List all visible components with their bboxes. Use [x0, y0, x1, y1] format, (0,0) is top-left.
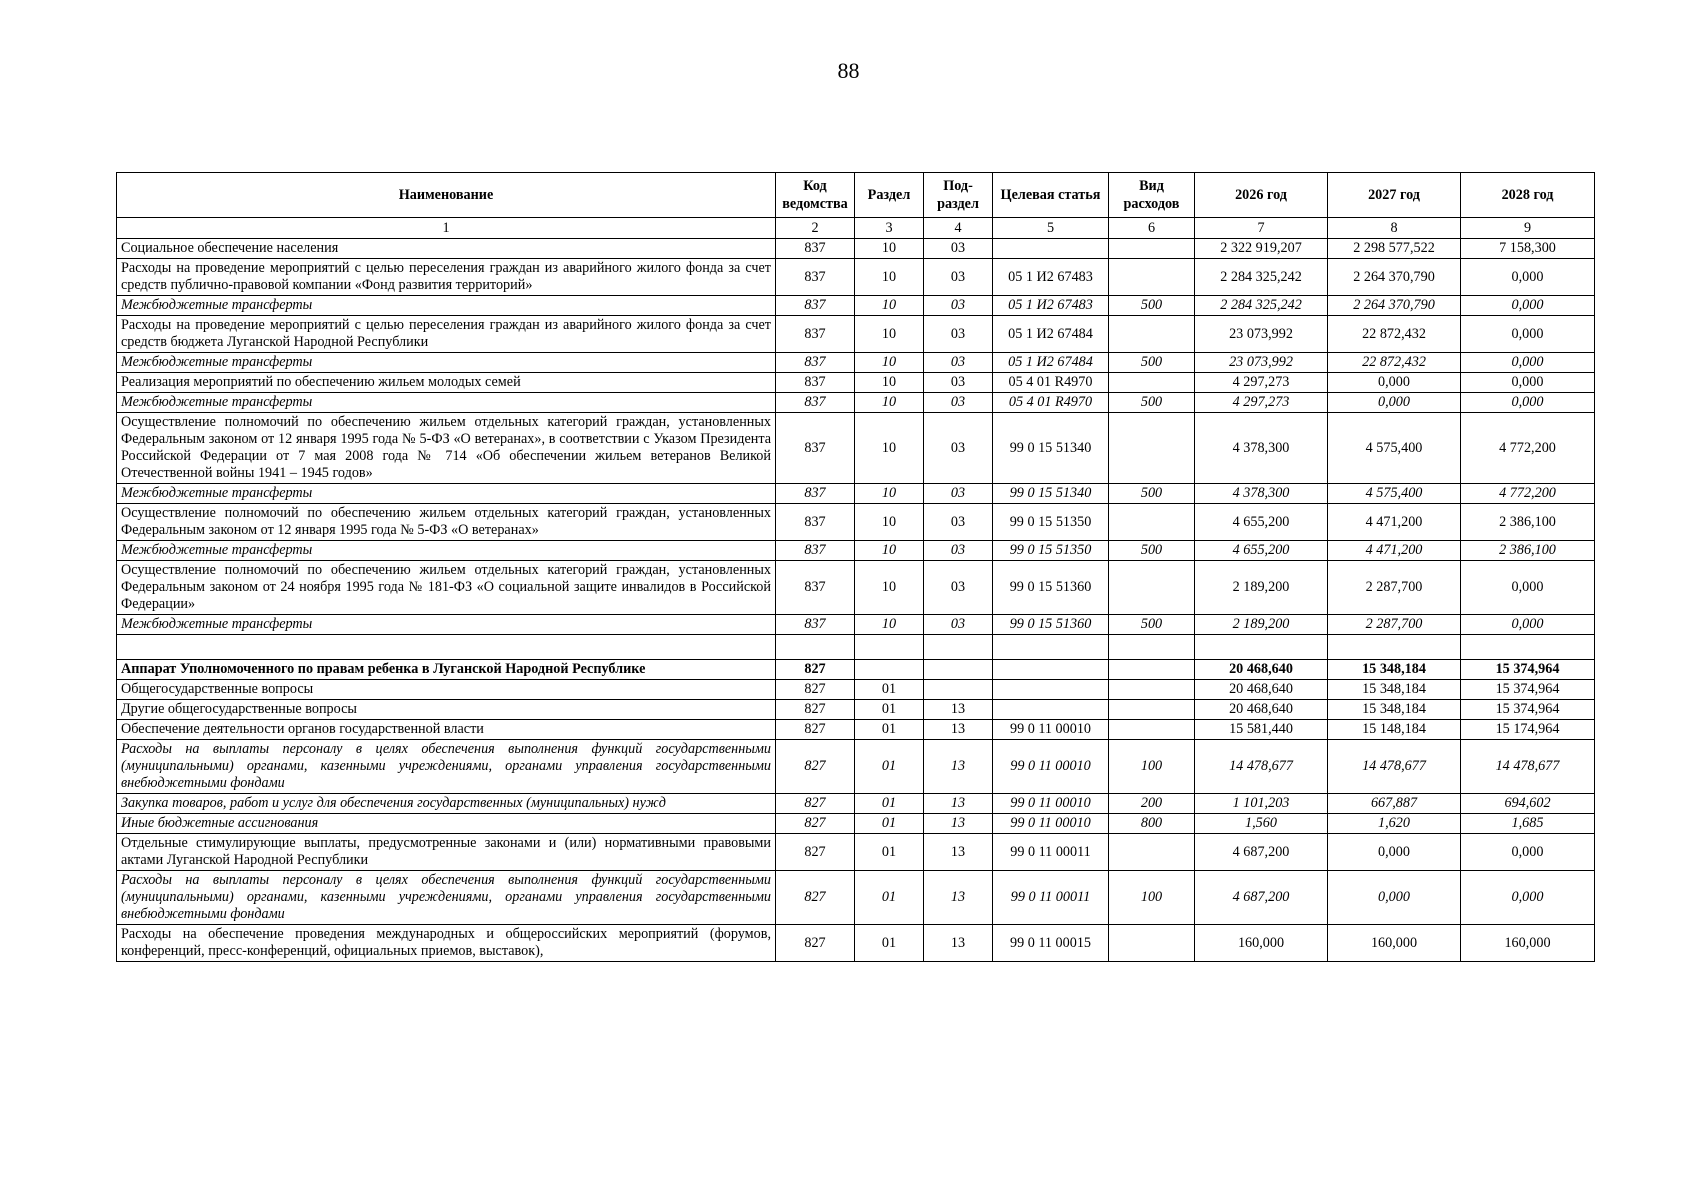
cell-expense-type: [1109, 635, 1195, 660]
cell-name: Отдельные стимулирующие выплаты, предусмотренные законами и (или) нормативными правовыми актами Луганской Народной Республики: [117, 834, 776, 871]
header-year-2028: 2028 год: [1461, 173, 1595, 218]
table-row: [117, 660, 1595, 680]
cell-name: Межбюджетные трансферты: [117, 484, 776, 504]
cell-subsection: 03: [924, 615, 993, 635]
table-row: [117, 834, 1595, 871]
cell-subsection: 13: [924, 814, 993, 834]
cell-target-article: 05 1 И2 67483: [993, 296, 1109, 316]
cell-name: Иные бюджетные ассигнования: [117, 814, 776, 834]
column-number: 3: [855, 218, 924, 239]
cell-subsection: 13: [924, 834, 993, 871]
cell-2026: 4 378,300: [1195, 484, 1328, 504]
cell-department-code: 837: [776, 615, 855, 635]
cell-target-article: 99 0 15 51360: [993, 561, 1109, 615]
cell-department-code: 837: [776, 259, 855, 296]
cell-section: 10: [855, 316, 924, 353]
cell-name: [117, 635, 776, 660]
header-department-code: Код ведомства: [776, 173, 855, 218]
cell-target-article: [993, 660, 1109, 680]
cell-name: Межбюджетные трансферты: [117, 296, 776, 316]
cell-subsection: 03: [924, 353, 993, 373]
table-row: [117, 740, 1595, 794]
cell-2027: 4 471,200: [1328, 541, 1461, 561]
cell-2028: 15 174,964: [1461, 720, 1595, 740]
cell-subsection: 13: [924, 794, 993, 814]
column-numbers-row: [117, 218, 1595, 239]
cell-section: 01: [855, 700, 924, 720]
cell-section: 10: [855, 413, 924, 484]
cell-2028: 4 772,200: [1461, 484, 1595, 504]
cell-expense-type: [1109, 259, 1195, 296]
cell-department-code: 837: [776, 353, 855, 373]
cell-2027: 22 872,432: [1328, 316, 1461, 353]
cell-expense-type: 500: [1109, 541, 1195, 561]
cell-2027: 2 287,700: [1328, 615, 1461, 635]
cell-2027: 2 264 370,790: [1328, 296, 1461, 316]
cell-subsection: 03: [924, 239, 993, 259]
cell-target-article: 99 0 15 51340: [993, 484, 1109, 504]
table-row: [117, 296, 1595, 316]
cell-2028: 0,000: [1461, 834, 1595, 871]
cell-name: Межбюджетные трансферты: [117, 353, 776, 373]
cell-subsection: 13: [924, 925, 993, 962]
cell-name: Обеспечение деятельности органов государственной власти: [117, 720, 776, 740]
table-row: [117, 353, 1595, 373]
cell-2028: 14 478,677: [1461, 740, 1595, 794]
cell-name: Осуществление полномочий по обеспечению жильем отдельных категорий граждан, установленных Федеральным законом от 24 ноября 1995 года № 181-ФЗ «О социальной защите инвалидов в Российской Федерации»: [117, 561, 776, 615]
cell-2026: 23 073,992: [1195, 353, 1328, 373]
cell-2027: 2 298 577,522: [1328, 239, 1461, 259]
table-row: [117, 259, 1595, 296]
cell-section: 01: [855, 925, 924, 962]
cell-2026: [1195, 635, 1328, 660]
cell-2027: 14 478,677: [1328, 740, 1461, 794]
cell-name: Расходы на проведение мероприятий с целью переселения граждан из аварийного жилого фонда за счет средств публично-правовой компании «Фонд развития территорий»: [117, 259, 776, 296]
cell-department-code: 837: [776, 393, 855, 413]
cell-section: 10: [855, 541, 924, 561]
cell-department-code: 837: [776, 484, 855, 504]
cell-2027: 0,000: [1328, 373, 1461, 393]
table-row: [117, 561, 1595, 615]
cell-2026: 2 284 325,242: [1195, 296, 1328, 316]
cell-2027: 15 348,184: [1328, 680, 1461, 700]
cell-department-code: [776, 635, 855, 660]
cell-2028: 0,000: [1461, 353, 1595, 373]
cell-subsection: [924, 635, 993, 660]
cell-target-article: 99 0 15 51360: [993, 615, 1109, 635]
cell-2027: 0,000: [1328, 834, 1461, 871]
table-row: [117, 541, 1595, 561]
table-row: [117, 871, 1595, 925]
budget-table: [116, 172, 1595, 962]
cell-2026: 4 687,200: [1195, 871, 1328, 925]
cell-name: Социальное обеспечение населения: [117, 239, 776, 259]
cell-2028: 160,000: [1461, 925, 1595, 962]
cell-subsection: 03: [924, 541, 993, 561]
cell-section: 10: [855, 259, 924, 296]
cell-department-code: 837: [776, 561, 855, 615]
cell-expense-type: 500: [1109, 615, 1195, 635]
cell-2027: 22 872,432: [1328, 353, 1461, 373]
cell-target-article: 99 0 11 00010: [993, 740, 1109, 794]
cell-section: 01: [855, 871, 924, 925]
cell-2027: 4 575,400: [1328, 484, 1461, 504]
cell-subsection: 03: [924, 413, 993, 484]
cell-2027: 15 148,184: [1328, 720, 1461, 740]
cell-expense-type: [1109, 680, 1195, 700]
cell-name: Расходы на проведение мероприятий с целью переселения граждан из аварийного жилого фонда за счет средств бюджета Луганской Народной Республики: [117, 316, 776, 353]
cell-department-code: 837: [776, 296, 855, 316]
table-row: [117, 680, 1595, 700]
cell-2026: 4 297,273: [1195, 393, 1328, 413]
cell-2028: 0,000: [1461, 316, 1595, 353]
cell-department-code: 827: [776, 680, 855, 700]
table-row: [117, 700, 1595, 720]
cell-2026: 20 468,640: [1195, 700, 1328, 720]
header-year-2027: 2027 год: [1328, 173, 1461, 218]
cell-department-code: 827: [776, 660, 855, 680]
cell-2027: 2 287,700: [1328, 561, 1461, 615]
cell-department-code: 827: [776, 700, 855, 720]
cell-department-code: 837: [776, 541, 855, 561]
cell-name: Реализация мероприятий по обеспечению жильем молодых семей: [117, 373, 776, 393]
table-row: [117, 794, 1595, 814]
cell-name: Другие общегосударственные вопросы: [117, 700, 776, 720]
cell-name: Общегосударственные вопросы: [117, 680, 776, 700]
cell-2028: 15 374,964: [1461, 700, 1595, 720]
cell-subsection: 03: [924, 504, 993, 541]
cell-subsection: 13: [924, 700, 993, 720]
cell-2026: 1 101,203: [1195, 794, 1328, 814]
cell-name: Межбюджетные трансферты: [117, 615, 776, 635]
cell-department-code: 827: [776, 871, 855, 925]
table-header-row: [117, 173, 1595, 218]
cell-subsection: 13: [924, 720, 993, 740]
cell-2026: 23 073,992: [1195, 316, 1328, 353]
cell-expense-type: [1109, 925, 1195, 962]
cell-subsection: [924, 680, 993, 700]
cell-subsection: 13: [924, 871, 993, 925]
cell-expense-type: [1109, 413, 1195, 484]
cell-section: 01: [855, 720, 924, 740]
cell-2027: 0,000: [1328, 393, 1461, 413]
column-number: 5: [993, 218, 1109, 239]
cell-name: Межбюджетные трансферты: [117, 393, 776, 413]
table-row: [117, 484, 1595, 504]
cell-expense-type: 500: [1109, 484, 1195, 504]
cell-2028: 2 386,100: [1461, 541, 1595, 561]
cell-2026: 4 655,200: [1195, 504, 1328, 541]
cell-2028: 7 158,300: [1461, 239, 1595, 259]
cell-expense-type: [1109, 700, 1195, 720]
cell-2026: 2 284 325,242: [1195, 259, 1328, 296]
cell-expense-type: [1109, 316, 1195, 353]
cell-section: [855, 660, 924, 680]
header-subsection: Под-раздел: [924, 173, 993, 218]
column-number: 6: [1109, 218, 1195, 239]
cell-department-code: 827: [776, 814, 855, 834]
cell-target-article: 05 1 И2 67483: [993, 259, 1109, 296]
cell-expense-type: [1109, 720, 1195, 740]
cell-target-article: 99 0 11 00010: [993, 794, 1109, 814]
cell-section: 01: [855, 740, 924, 794]
table-row: [117, 814, 1595, 834]
cell-target-article: 99 0 15 51350: [993, 504, 1109, 541]
cell-expense-type: 800: [1109, 814, 1195, 834]
column-number: 4: [924, 218, 993, 239]
cell-subsection: [924, 660, 993, 680]
table-row: [117, 413, 1595, 484]
cell-name: Осуществление полномочий по обеспечению жильем отдельных категорий граждан, установленных Федеральным законом от 12 января 1995 года № 5-ФЗ «О ветеранах»: [117, 504, 776, 541]
cell-section: 01: [855, 814, 924, 834]
cell-2028: [1461, 635, 1595, 660]
table-row: [117, 720, 1595, 740]
cell-2027: 160,000: [1328, 925, 1461, 962]
cell-2026: 14 478,677: [1195, 740, 1328, 794]
header-year-2026: 2026 год: [1195, 173, 1328, 218]
cell-2026: 15 581,440: [1195, 720, 1328, 740]
table-row: [117, 393, 1595, 413]
cell-target-article: 99 0 11 00010: [993, 720, 1109, 740]
cell-department-code: 837: [776, 316, 855, 353]
cell-name: Закупка товаров, работ и услуг для обеспечения государственных (муниципальных) нужд: [117, 794, 776, 814]
cell-target-article: 99 0 15 51340: [993, 413, 1109, 484]
cell-expense-type: [1109, 239, 1195, 259]
header-name: Наименование: [117, 173, 776, 218]
cell-department-code: 837: [776, 504, 855, 541]
cell-target-article: 99 0 11 00015: [993, 925, 1109, 962]
cell-2027: 15 348,184: [1328, 660, 1461, 680]
column-number: 9: [1461, 218, 1595, 239]
cell-department-code: 837: [776, 413, 855, 484]
cell-2028: 694,602: [1461, 794, 1595, 814]
cell-target-article: 05 1 И2 67484: [993, 353, 1109, 373]
cell-2027: 1,620: [1328, 814, 1461, 834]
cell-section: 10: [855, 373, 924, 393]
cell-subsection: 03: [924, 296, 993, 316]
cell-name: Осуществление полномочий по обеспечению жильем отдельных категорий граждан, установленных Федеральным законом от 12 января 1995 года № 5-ФЗ «О ветеранах», в соответствии с Указом Президента Российской Федерации от 7 мая 2008 года № 714 «Об обеспечении жильем ветеранов Великой Отечественной войны 1941 – 1945 годов»: [117, 413, 776, 484]
cell-2027: 0,000: [1328, 871, 1461, 925]
cell-2026: 20 468,640: [1195, 680, 1328, 700]
table-row: [117, 615, 1595, 635]
cell-target-article: [993, 239, 1109, 259]
cell-expense-type: [1109, 561, 1195, 615]
cell-section: 10: [855, 296, 924, 316]
cell-2026: 20 468,640: [1195, 660, 1328, 680]
cell-section: 01: [855, 680, 924, 700]
cell-2028: 0,000: [1461, 871, 1595, 925]
cell-2028: 4 772,200: [1461, 413, 1595, 484]
cell-department-code: 827: [776, 834, 855, 871]
cell-expense-type: 500: [1109, 393, 1195, 413]
cell-section: 10: [855, 561, 924, 615]
table-row: [117, 925, 1595, 962]
cell-2026: 4 378,300: [1195, 413, 1328, 484]
cell-section: 10: [855, 239, 924, 259]
cell-subsection: 03: [924, 484, 993, 504]
cell-2028: 15 374,964: [1461, 680, 1595, 700]
cell-expense-type: [1109, 660, 1195, 680]
cell-2028: 0,000: [1461, 373, 1595, 393]
cell-subsection: 03: [924, 259, 993, 296]
cell-department-code: 827: [776, 720, 855, 740]
header-section: Раздел: [855, 173, 924, 218]
cell-expense-type: 200: [1109, 794, 1195, 814]
cell-2027: 667,887: [1328, 794, 1461, 814]
cell-name: Аппарат Уполномоченного по правам ребенка в Луганской Народной Республике: [117, 660, 776, 680]
cell-2027: 4 471,200: [1328, 504, 1461, 541]
cell-section: 10: [855, 615, 924, 635]
cell-2027: 15 348,184: [1328, 700, 1461, 720]
cell-subsection: 03: [924, 561, 993, 615]
cell-2026: 2 189,200: [1195, 561, 1328, 615]
cell-2028: 0,000: [1461, 259, 1595, 296]
cell-target-article: 99 0 11 00011: [993, 871, 1109, 925]
cell-expense-type: 500: [1109, 353, 1195, 373]
cell-2026: 2 189,200: [1195, 615, 1328, 635]
cell-2026: 160,000: [1195, 925, 1328, 962]
cell-department-code: 837: [776, 373, 855, 393]
table-row: [117, 373, 1595, 393]
cell-section: 10: [855, 504, 924, 541]
cell-section: 01: [855, 794, 924, 814]
cell-department-code: 827: [776, 794, 855, 814]
cell-target-article: [993, 635, 1109, 660]
cell-expense-type: [1109, 834, 1195, 871]
cell-name: Межбюджетные трансферты: [117, 541, 776, 561]
column-number: 7: [1195, 218, 1328, 239]
cell-2027: [1328, 635, 1461, 660]
cell-expense-type: 500: [1109, 296, 1195, 316]
cell-subsection: 03: [924, 373, 993, 393]
column-number: 8: [1328, 218, 1461, 239]
cell-target-article: 05 4 01 R4970: [993, 393, 1109, 413]
cell-subsection: 03: [924, 393, 993, 413]
cell-subsection: 13: [924, 740, 993, 794]
cell-2026: 1,560: [1195, 814, 1328, 834]
cell-expense-type: [1109, 504, 1195, 541]
cell-2027: 2 264 370,790: [1328, 259, 1461, 296]
cell-section: 10: [855, 393, 924, 413]
table-row: [117, 504, 1595, 541]
cell-expense-type: 100: [1109, 740, 1195, 794]
cell-2026: 4 687,200: [1195, 834, 1328, 871]
cell-department-code: 827: [776, 925, 855, 962]
cell-name: Расходы на выплаты персоналу в целях обеспечения выполнения функций государственными (муниципальными) органами, казенными учреждениями, органами управления государственными внебюджетными фондами: [117, 871, 776, 925]
cell-target-article: 99 0 11 00010: [993, 814, 1109, 834]
cell-target-article: [993, 680, 1109, 700]
cell-2027: 4 575,400: [1328, 413, 1461, 484]
cell-name: Расходы на выплаты персоналу в целях обеспечения выполнения функций государственными (муниципальными) органами, казенными учреждениями, органами управления государственными внебюджетными фондами: [117, 740, 776, 794]
table-row-spacer: [117, 635, 1595, 660]
cell-target-article: 05 1 И2 67484: [993, 316, 1109, 353]
table-row: [117, 316, 1595, 353]
cell-2026: 2 322 919,207: [1195, 239, 1328, 259]
cell-name: Расходы на обеспечение проведения международных и общероссийских мероприятий (форумов, конференций, пресс-конференций, официальных приемов, выставок),: [117, 925, 776, 962]
cell-section: 10: [855, 484, 924, 504]
cell-section: 01: [855, 834, 924, 871]
column-number: 2: [776, 218, 855, 239]
cell-2026: 4 297,273: [1195, 373, 1328, 393]
cell-2028: 1,685: [1461, 814, 1595, 834]
cell-department-code: 827: [776, 740, 855, 794]
cell-2028: 0,000: [1461, 615, 1595, 635]
cell-target-article: 05 4 01 R4970: [993, 373, 1109, 393]
cell-target-article: 99 0 15 51350: [993, 541, 1109, 561]
cell-section: 10: [855, 353, 924, 373]
cell-2026: 4 655,200: [1195, 541, 1328, 561]
cell-target-article: 99 0 11 00011: [993, 834, 1109, 871]
page-number: 88: [837, 58, 860, 83]
header-target-article: Целевая статья: [993, 173, 1109, 218]
column-number: 1: [117, 218, 776, 239]
table-row: [117, 239, 1595, 259]
header-expense-type: Вид расходов: [1109, 173, 1195, 218]
cell-target-article: [993, 700, 1109, 720]
cell-section: [855, 635, 924, 660]
cell-2028: 2 386,100: [1461, 504, 1595, 541]
cell-2028: 0,000: [1461, 561, 1595, 615]
cell-2028: 15 374,964: [1461, 660, 1595, 680]
cell-2028: 0,000: [1461, 393, 1595, 413]
cell-expense-type: 100: [1109, 871, 1195, 925]
cell-department-code: 837: [776, 239, 855, 259]
cell-2028: 0,000: [1461, 296, 1595, 316]
cell-expense-type: [1109, 373, 1195, 393]
cell-subsection: 03: [924, 316, 993, 353]
